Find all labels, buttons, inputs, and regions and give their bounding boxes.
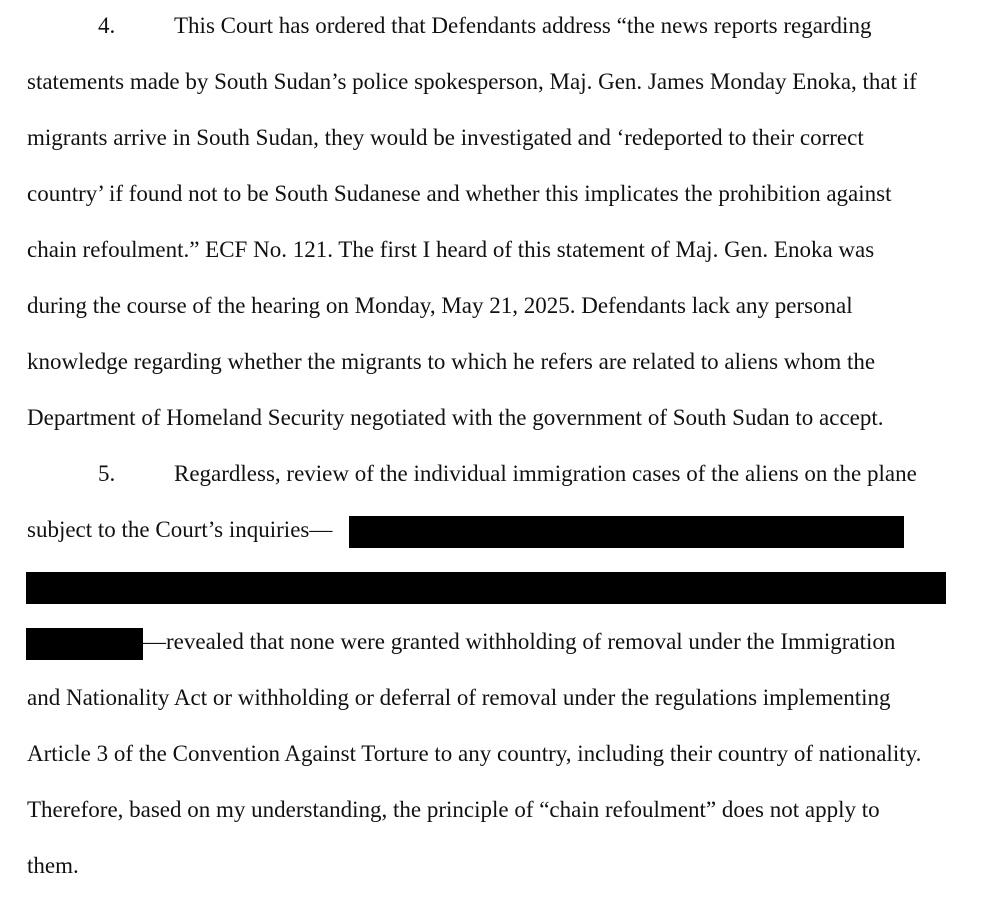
paragraph-4-line-8: Department of Homeland Security negotiated with the government of South Sudan to accept.: [27, 405, 884, 430]
paragraph-text: Regardless, review of the individual immigration cases of the aliens on the plane: [174, 461, 917, 486]
paragraph-4-line-2: statements made by South Sudan’s police spokesperson, Maj. Gen. James Monday Enoka, that if: [27, 69, 917, 94]
paragraph-4-line-4: country’ if found not to be South Sudanese and whether this implicates the prohibition against: [27, 181, 892, 206]
paragraph-4-line-6: during the course of the hearing on Monday, May 21, 2025. Defendants lack any personal: [27, 293, 853, 318]
redaction-block: [26, 628, 143, 660]
redaction-block: [349, 516, 904, 548]
paragraph-number: 5.: [98, 461, 116, 486]
paragraph-5-line-2: subject to the Court’s inquiries—: [27, 517, 333, 542]
paragraph-4-line-7: knowledge regarding whether the migrants to which he refers are related to aliens whom the: [27, 349, 876, 374]
paragraph-5-line-7: them.: [27, 853, 79, 878]
paragraph-4-line-5: chain refoulment.” ECF No. 121. The first I heard of this statement of Maj. Gen. Enoka was: [27, 237, 875, 262]
paragraph-5-line-3: —revealed that none were granted withholding of removal under the Immigration: [143, 629, 896, 654]
paragraph-5-line-5: Article 3 of the Convention Against Torture to any country, including their country of nationality.: [27, 741, 922, 766]
paragraph-4-line-3: migrants arrive in South Sudan, they would be investigated and ‘redeported to their correct: [27, 125, 864, 150]
paragraph-5-line-6: Therefore, based on my understanding, the principle of “chain refoulment” does not apply to: [27, 797, 880, 822]
paragraph-5-line-4: and Nationality Act or withholding or deferral of removal under the regulations implementing: [27, 685, 891, 710]
redaction-block: [26, 572, 946, 604]
paragraph-number: 4.: [98, 13, 116, 38]
paragraph-text: This Court has ordered that Defendants address “the news reports regarding: [174, 13, 872, 38]
